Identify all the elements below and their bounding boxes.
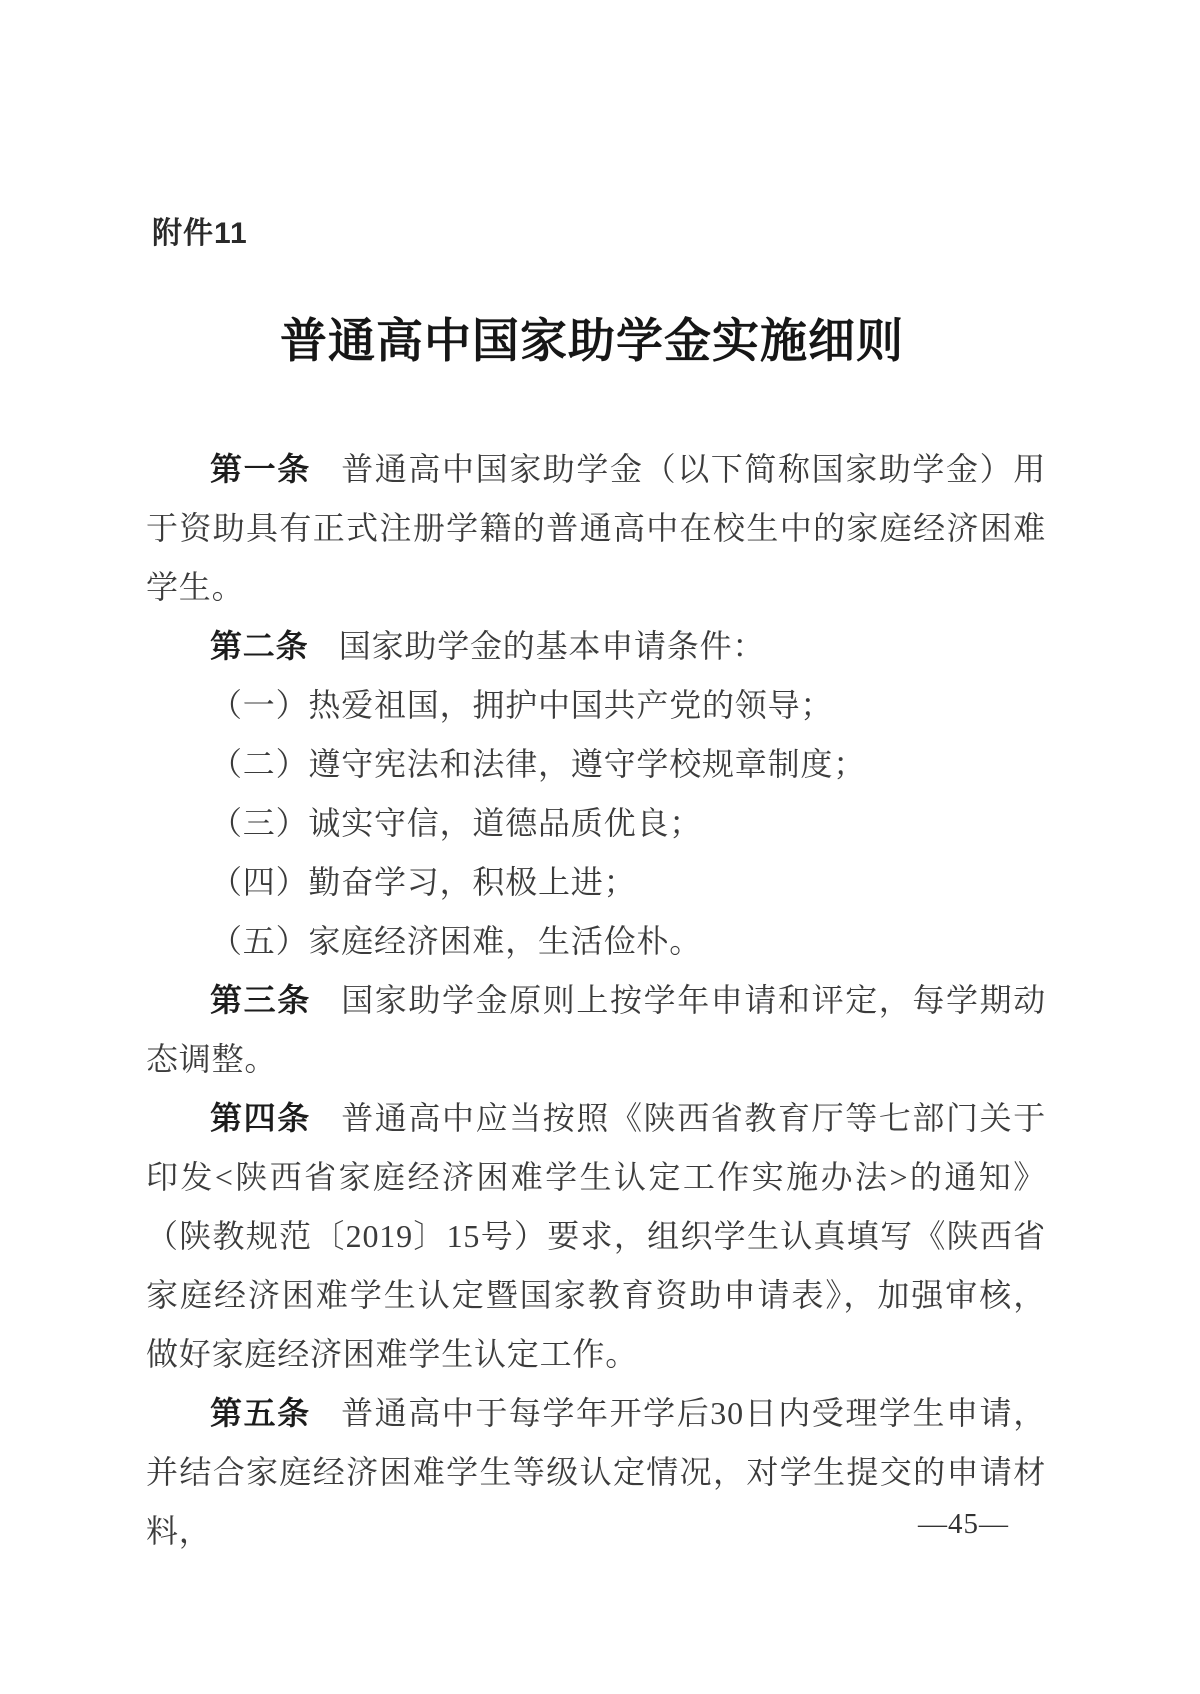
article-term: 第一条 <box>210 451 311 487</box>
article-paragraph <box>146 912 1046 971</box>
article-text: （一）热爱祖国，拥护中国共产党的领导； <box>210 687 834 723</box>
article-paragraph <box>146 971 1046 1089</box>
article-paragraph <box>146 794 1046 853</box>
article-text: 普通高中应当按照《陕西省教育厅等七部门关于印发<陕西省家庭经济困难学生认定工作实施办法>的通知》（陕教规范〔2019〕15号）要求，组织学生认真填写《陕西省家庭经济困难学生认定暨国家教育资助申请表》，加强审核，做好家庭经济困难学生认定工作。 <box>146 1100 1046 1372</box>
article-term: 第四条 <box>210 1100 311 1136</box>
article-term: 第三条 <box>210 982 311 1018</box>
article-paragraph <box>146 853 1046 912</box>
article-text: 国家助学金的基本申请条件： <box>338 628 766 664</box>
article-term: 第五条 <box>210 1395 311 1431</box>
article-paragraph <box>146 735 1046 794</box>
article-text: （二）遵守宪法和法律，遵守学校规章制度； <box>210 746 867 782</box>
article-text: （三）诚实守信，道德品质优良； <box>210 805 703 841</box>
article-text: 普通高中国家助学金（以下简称国家助学金）用于资助具有正式注册学籍的普通高中在校生中的家庭经济困难学生。 <box>146 451 1046 605</box>
article-text: 普通高中于每学年开学后30日内受理学生申请，并结合家庭经济困难学生等级认定情况，对学生提交的申请材料， <box>146 1395 1046 1549</box>
article-term: 第二条 <box>210 628 309 664</box>
article-text: （四）勤奋学习，积极上进； <box>210 864 637 900</box>
page-number: —45— <box>918 1508 1009 1540</box>
article-paragraph <box>146 1089 1046 1384</box>
document-body <box>146 440 1046 1561</box>
article-paragraph <box>146 440 1046 617</box>
document-title: 普通高中国家助学金实施细则 <box>280 316 904 368</box>
article-text: （五）家庭经济困难，生活俭朴。 <box>210 923 703 959</box>
attachment-label: 附件11 <box>152 217 248 250</box>
article-paragraph <box>146 676 1046 735</box>
article-paragraph <box>146 617 1046 676</box>
article-paragraph <box>146 1384 1046 1561</box>
article-text: 国家助学金原则上按学年申请和评定，每学期动态调整。 <box>146 982 1046 1077</box>
